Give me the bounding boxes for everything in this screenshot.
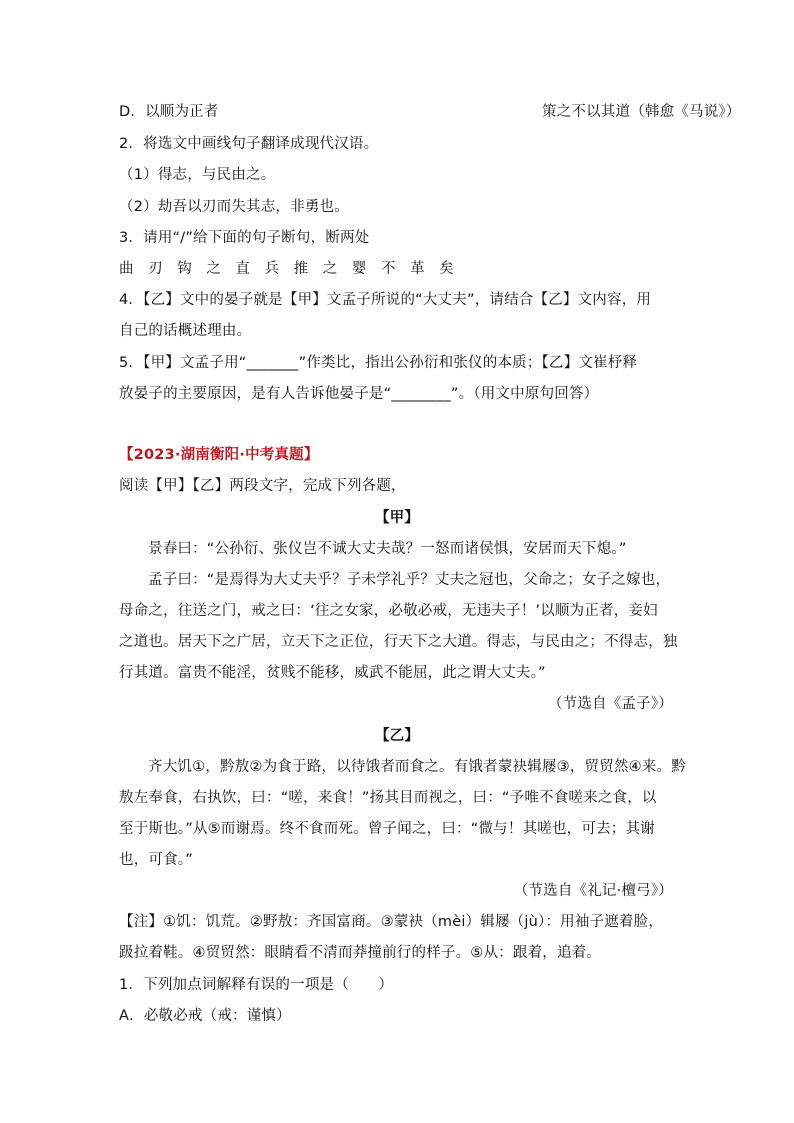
question-5-line-2: 放晏子的主要原因，是有人告诉他晏子是“________”。（用文中原句回答）: [119, 386, 599, 402]
passage-yi-line-4: 也，可食。”: [119, 852, 193, 868]
option-d-right: 策之不以其道（韩愈《马说》）: [542, 104, 741, 120]
reading-intro: 阅读【甲】【乙】两段文字，完成下列各题，: [119, 478, 406, 494]
passage-jia-para-2-line-2: 母命之，往送之门，戒之曰：‘往之女家，必敬必戒，无违夫子！’以顺为正者，妾妇: [119, 603, 658, 619]
passage-yi-source: （节选自《礼记·檀弓》）: [513, 883, 673, 899]
option-d-line: [119, 102, 741, 122]
question-1: 1．下列加点词解释有误的一项是（ ）: [119, 977, 394, 993]
passage-yi-title: 【乙】: [374, 728, 420, 744]
question-2: 2．将选文中画线句子翻译成现代汉语。: [119, 136, 379, 152]
question-3: 3．请用“/”给下面的句子断句，断两处: [119, 230, 370, 246]
passage-jia-para-2-line-4: 行其道。富贵不能淫，贫贱不能移，威武不能屈，此之谓大丈夫。”: [119, 665, 546, 681]
question-4-line-2: 自己的话概述理由。: [119, 323, 252, 339]
question-4-line-1: 4．【乙】文中的晏子就是【甲】文孟子所说的“大丈夫”，请结合【乙】文内容，用: [119, 292, 652, 308]
passage-jia-para-2-line-3: 之道也。居天下之广居，立天下之正位，行天下之大道。得志，与民由之；不得志，独: [119, 634, 678, 650]
passage-yi-line-2: 敖左奉食，右执饮，曰：“嗟，来食！”扬其目而视之，曰：“予唯不食嗟来之食，以: [119, 790, 657, 806]
passage-jia-para-2-line-1: 孟子曰：“是焉得为大丈夫乎？子未学礼乎？丈夫之冠也，父命之；女子之嫁也，: [148, 572, 671, 588]
question-2-item-2: （2）劫吾以刃而失其志，非勇也。: [119, 199, 349, 215]
question-1-option-a: A．必敬必戒（戒：谨慎）: [119, 1008, 291, 1024]
annotation-line-2: 趿拉着鞋。④贸贸然：眼睛看不清而莽撞前行的样子。⑤从：跟着，追着。: [119, 945, 602, 961]
question-3-sentence: 曲 刃 钩 之 直 兵 推 之 婴 不 革 矣: [119, 261, 459, 277]
annotation-line-1: 【注】①饥：饥荒。②野敖：齐国富商。③蒙袂（mèi）辑屦（jù）：用袖子遮着脸，: [119, 914, 664, 930]
passage-jia-source: （节选自《孟子》）: [547, 696, 673, 712]
passage-jia-para-1: 景春曰：“公孙衍、张仪岂不诚大丈夫哉？一怒而诸侯惧，安居而天下熄。”: [148, 541, 627, 557]
passage-yi-line-1: 齐大饥①，黔敖②为食于路，以待饿者而食之。有饿者蒙袂辑屦③，贸贸然④来。黔: [148, 759, 686, 775]
passage-yi-line-3: 至于斯也。”从⑤而谢焉。终不食而死。曾子闻之，曰：“微与！其嗟也，可去；其谢: [119, 821, 655, 837]
question-5-line-1: 5．【甲】文孟子用“_______”作类比，指出公孙衍和张仪的本质；【乙】文崔杼释: [119, 355, 638, 371]
option-d-left: D．以顺为正者: [119, 104, 219, 120]
question-2-item-1: （1）得志，与民由之。: [119, 167, 276, 183]
passage-jia-title: 【甲】: [374, 510, 420, 526]
section-tag: 【2023·湖南衡阳·中考真题】: [119, 447, 319, 463]
